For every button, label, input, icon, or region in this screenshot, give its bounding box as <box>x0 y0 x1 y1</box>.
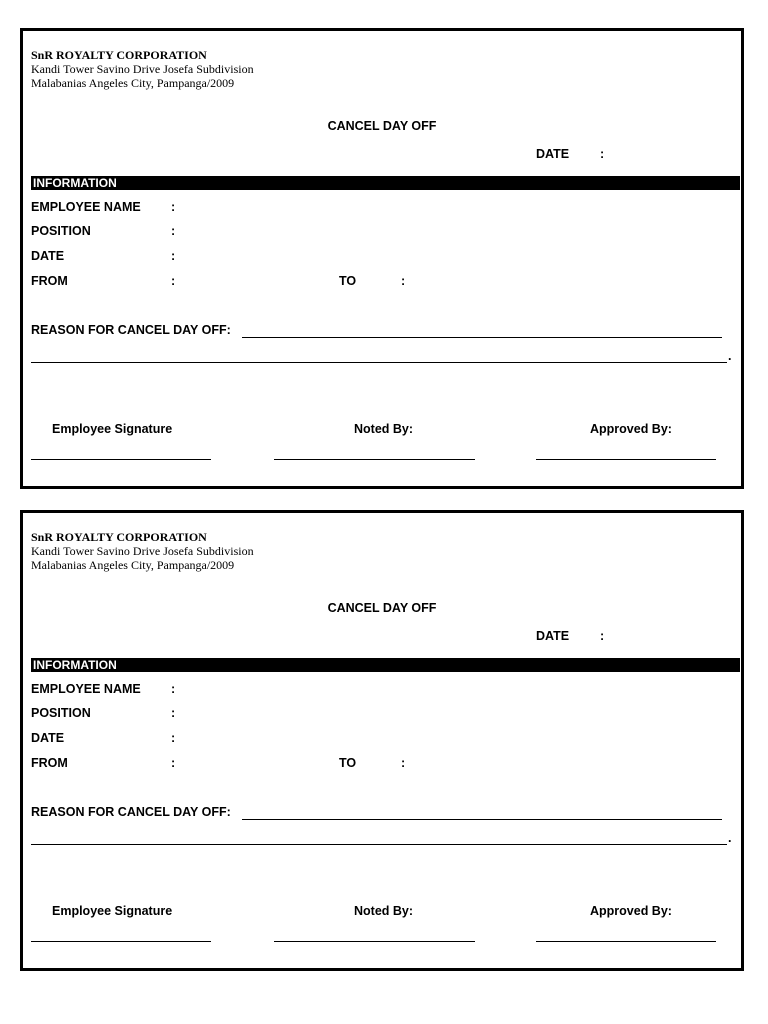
to-label: TO <box>339 756 357 770</box>
to-colon: : <box>401 274 406 288</box>
position-label: POSITION <box>31 706 91 720</box>
date-colon: : <box>600 629 605 643</box>
company-header <box>31 530 254 572</box>
field-date-colon: : <box>171 249 176 263</box>
reason-label: REASON FOR CANCEL DAY OFF: <box>31 323 231 337</box>
employee-name-colon: : <box>171 682 176 696</box>
noted-by-line <box>274 459 475 460</box>
employee-signature-label: Employee Signature <box>52 422 173 436</box>
field-date-label: DATE <box>31 731 65 745</box>
reason-label: REASON FOR CANCEL DAY OFF: <box>31 805 231 819</box>
employee-name-label: EMPLOYEE NAME <box>31 682 141 696</box>
from-label: FROM <box>31 274 68 288</box>
to-colon: : <box>401 756 406 770</box>
reason-line-2 <box>31 844 727 845</box>
reason-line-1 <box>242 819 722 820</box>
field-date-label: DATE <box>31 249 65 263</box>
noted-by-label: Noted By: <box>354 422 414 436</box>
approved-by-label: Approved By: <box>590 904 672 918</box>
noted-by-label: Noted By: <box>354 904 414 918</box>
position-colon: : <box>171 224 176 238</box>
employee-name-colon: : <box>171 200 176 214</box>
company-address-line2: Malabanias Angeles City, Pampanga/2009 <box>31 76 235 90</box>
from-label: FROM <box>31 756 68 770</box>
company-address-line2: Malabanias Angeles City, Pampanga/2009 <box>31 558 235 572</box>
company-name: SnR ROYALTY CORPORATION <box>31 48 207 62</box>
information-header: INFORMATION <box>31 658 740 672</box>
from-colon: : <box>171 274 176 288</box>
company-address-line1: Kandi Tower Savino Drive Josefa Subdivision <box>31 62 254 76</box>
cancel-day-off-form-1 <box>20 28 744 489</box>
form-title: CANCEL DAY OFF <box>327 119 437 133</box>
from-colon: : <box>171 756 176 770</box>
reason-line-1 <box>242 337 722 338</box>
approved-by-label: Approved By: <box>590 422 672 436</box>
employee-name-label: EMPLOYEE NAME <box>31 200 141 214</box>
to-label: TO <box>339 274 357 288</box>
position-colon: : <box>171 706 176 720</box>
employee-signature-label: Employee Signature <box>52 904 173 918</box>
approved-by-line <box>536 459 716 460</box>
employee-signature-line <box>31 941 211 942</box>
cancel-day-off-form-2 <box>20 510 744 971</box>
approved-by-line <box>536 941 716 942</box>
reason-line-2 <box>31 362 727 363</box>
company-name: SnR ROYALTY CORPORATION <box>31 530 207 544</box>
date-label: DATE <box>536 147 570 161</box>
date-label: DATE <box>536 629 570 643</box>
reason-trailing-period: . <box>728 831 732 845</box>
reason-trailing-period: . <box>728 349 732 363</box>
position-label: POSITION <box>31 224 91 238</box>
company-header <box>31 48 254 90</box>
form-title: CANCEL DAY OFF <box>327 601 437 615</box>
noted-by-line <box>274 941 475 942</box>
date-colon: : <box>600 147 605 161</box>
company-address-line1: Kandi Tower Savino Drive Josefa Subdivision <box>31 544 254 558</box>
employee-signature-line <box>31 459 211 460</box>
information-header: INFORMATION <box>31 176 740 190</box>
field-date-colon: : <box>171 731 176 745</box>
